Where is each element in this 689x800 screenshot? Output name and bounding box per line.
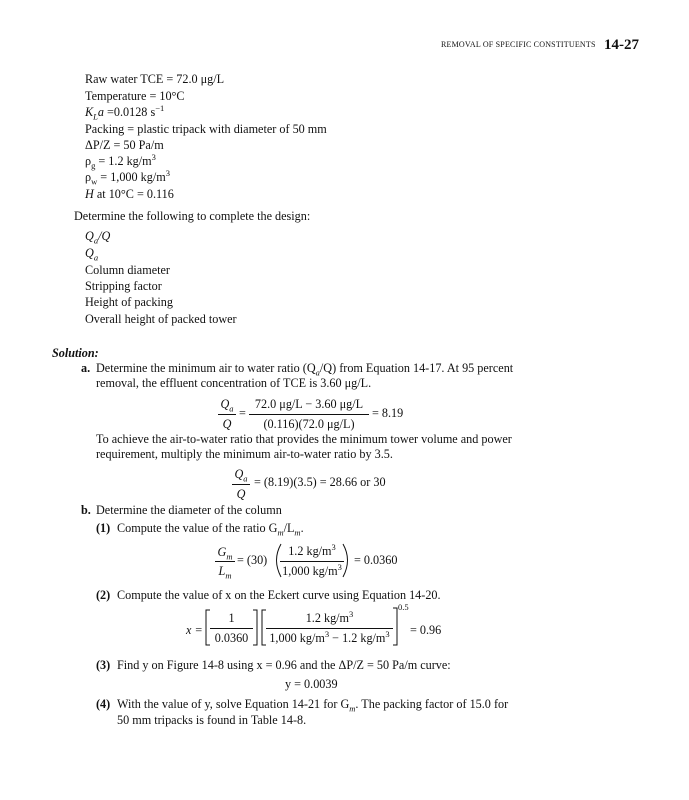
given-kla: $K_La =0.0128$ $s^{-1}$ (85, 102, 165, 122)
eq4-frac1-bar (210, 628, 253, 629)
given-raw-water-tce: Raw water TCE = 72.0 μg/L (85, 72, 225, 86)
step-a-text-line3: To achieve the air-to-water ratio that provides the minimum tower volume and power (96, 432, 512, 446)
step-a-text-line1: Determine the minimum air to water ratio $(Q_a/Q)$ from Equation 14-17. At 95 percent (96, 361, 514, 378)
step-b-label: b. (81, 503, 91, 517)
given-packing: Packing = plastic tripack with diameter of 50 mm (85, 122, 327, 136)
step-b3-label: (3) (96, 658, 111, 672)
eq2-rhs: = (8.19)(3.5) = 28.66 or 30 (254, 475, 386, 489)
solution-heading: Solution: (52, 346, 99, 360)
eq4-result: = 0.96 (410, 623, 442, 637)
step-b2-text: Compute the value of x on the Eckert curve using Equation 14-20. (117, 588, 441, 602)
determine-item-height-packing: Height of packing (85, 295, 173, 309)
eq1-numerator: 72.0 μg/L − 3.60 μg/L (254, 397, 364, 411)
eq1-equals: = (239, 406, 246, 420)
running-header: REMOVAL OF SPECIFIC CONSTITUENTS (441, 40, 596, 49)
step-b2-label: (2) (96, 588, 111, 602)
eq3-lhs-numerator: $G_m$ (217, 545, 233, 562)
eq3-multiplier: = (30) (237, 553, 268, 567)
eq4-frac1-denominator: 0.0360 (214, 631, 249, 645)
eq4-bracket-2-right (393, 608, 397, 645)
given-henry: H at 10°C = 0.116 (85, 187, 174, 201)
step-a-text-line2: removal, the effluent concentration of TCE is 3.60 μg/L. (96, 376, 372, 390)
given-temperature: Temperature = 10°C (85, 89, 185, 103)
eq3-numerator: 1.2 $kg/m^3$ (288, 541, 336, 558)
determine-item-column-diameter: Column diameter (85, 263, 170, 277)
step-b-text: Determine the diameter of the column (96, 503, 282, 517)
eq4-x: x = (186, 623, 203, 637)
step-b1-text: Compute the value of the ratio $G_m/L_m$. (117, 521, 304, 538)
eq3-denominator: 1,000 $kg/m^3$ (282, 561, 342, 578)
given-rho-w: $\rho_w = 1,000$ $kg/m^3$ (85, 167, 170, 187)
eq4-bracket-1-right (253, 610, 257, 645)
step-b3-equation: y = 0.0039 (285, 677, 338, 691)
eq1-lhs-denominator: Q (222, 417, 232, 431)
eq3-result: = 0.0360 (354, 553, 398, 567)
given-rho-g: $\rho_g = 1.2$ $kg/m^3$ (85, 151, 156, 171)
determine-item-qa-q: $Q_a/Q$ (85, 229, 111, 246)
step-b3-text: Find y on Figure 14-8 using x = 0.96 and the ΔP/Z = 50 Pa/m curve: (117, 658, 451, 672)
step-b1-label: (1) (96, 521, 111, 535)
determine-item-overall-height: Overall height of packed tower (85, 312, 237, 326)
page-number: 14-27 (604, 37, 639, 53)
eq4-frac2-bar (266, 628, 393, 629)
eq2-lhs-numerator: $Q_a$ (234, 467, 248, 484)
eq4-frac2-denominator: 1,000 $kg/m^3 - 1.2$ $kg/m^3$ (269, 628, 390, 645)
step-a-text-line4: requirement, multiply the minimum air-to-water ratio by 3.5. (96, 447, 393, 461)
eq2-lhs-denominator: Q (236, 487, 246, 501)
step-b4-label: (4) (96, 697, 111, 711)
eq4-exponent: 0.5 (398, 602, 409, 612)
step-b4-text-line1: With the value of y, solve Equation 14-21 for $G_m$. The packing factor of 15.0 for (117, 697, 509, 714)
eq1-lhs-numerator: $Q_a$ (220, 397, 234, 414)
eq1-denominator: (0.116)(72.0 μg/L) (263, 417, 355, 431)
given-pressure-drop: ΔP/Z = 50 Pa/m (85, 138, 164, 152)
step-b4-text-line2: 50 mm tripacks is found in Table 14-8. (117, 713, 307, 727)
determine-item-stripping-factor: Stripping factor (85, 279, 162, 293)
determine-item-qa: $Q_a$ (85, 246, 99, 263)
eq1-result: = 8.19 (372, 406, 404, 420)
step-a-label: a. (81, 361, 91, 375)
eq3-lhs-denominator: $L_m$ (218, 564, 232, 581)
eq4-frac1-numerator: 1 (228, 611, 235, 625)
determine-intro: Determine the following to complete the design: (74, 209, 311, 223)
eq4-frac2-numerator: 1.2 $kg/m^3$ (305, 608, 354, 625)
